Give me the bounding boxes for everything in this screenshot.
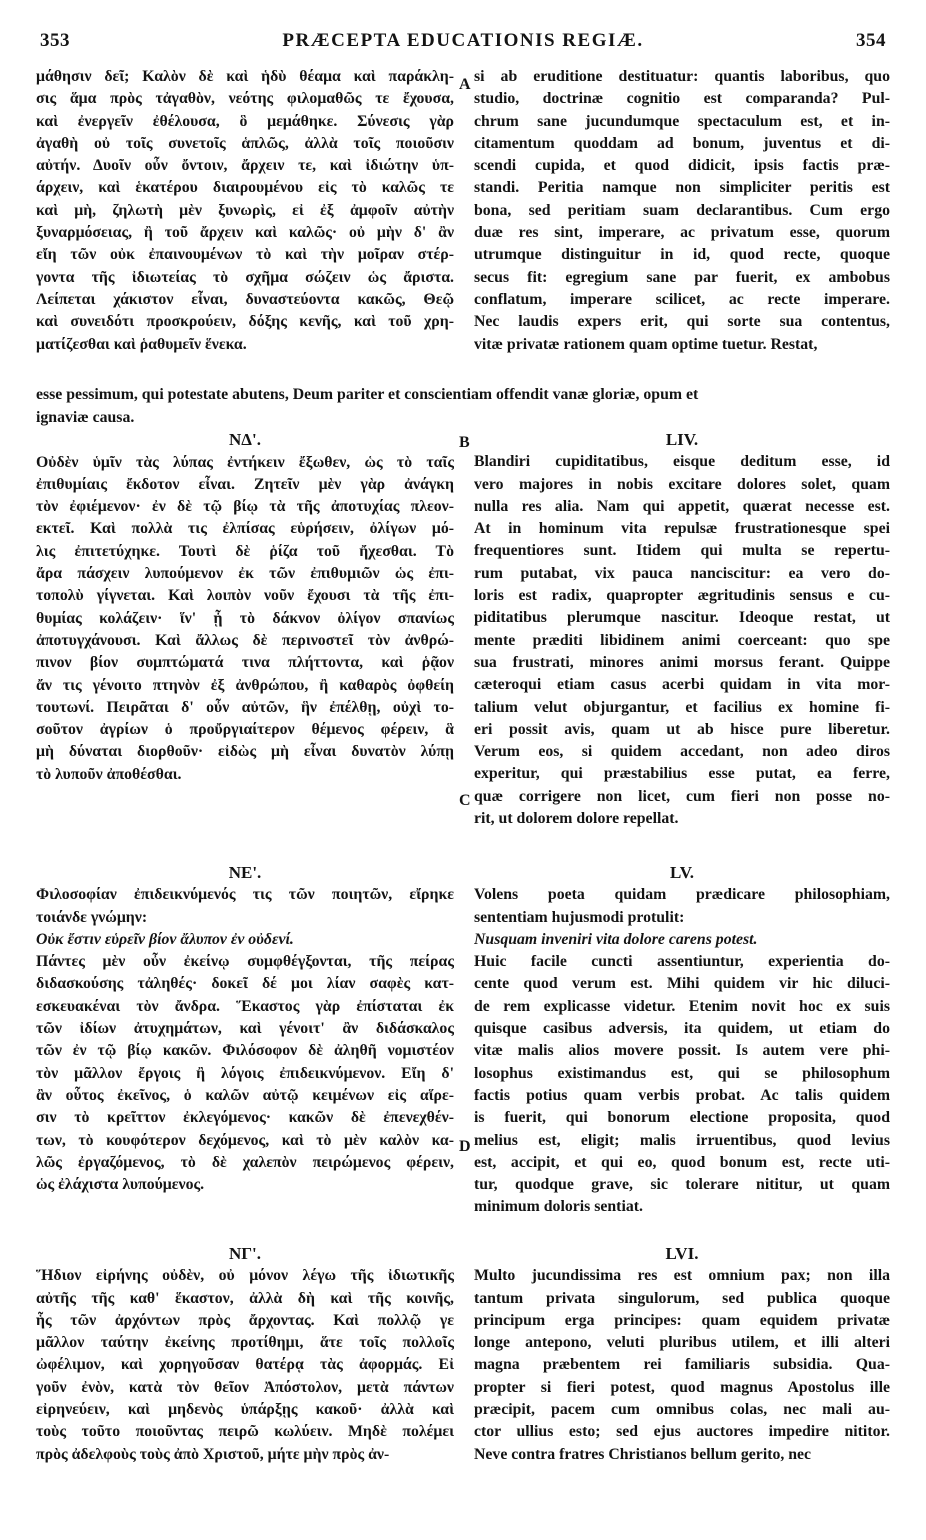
text-line: Οὐδὲν ὑμῖν τὰς λύπας ἐντήκειν ἔξωθεν, ὡς τὸ ταῖς [36,453,454,471]
text-line: Nusquam inveniri vita dolore carens potest. [474,930,758,948]
text-line: Ἥδιον εἰρήνης οὐδὲν, οὐ μόνον λέγω τῆς ἰδιωτικῆς [36,1267,454,1285]
text-line: ὡς ἐλάχιστα λυπούμενος. [36,1176,205,1194]
text-line: ἂν οὗτος ἐκεῖνος, ὁ καλῶν αὐτῷ κειμένων εἰς αἵρε- [36,1086,454,1104]
text-line: ctor ullius esto; sed ejus auctores impedire nititor. [474,1423,890,1441]
text-line: ignaviæ causa. [36,409,135,426]
section-heading: LV. [669,863,695,882]
text-line: magna præbentem rei familiaris subsidia. Qua- [474,1356,890,1374]
page-number-left: 353 [40,30,70,51]
text-line: minimum doloris sentiat. [474,1198,643,1216]
latin-section-54 [474,429,890,830]
text-line: τὸ λυποῦν ἀποθέσθαι. [36,765,182,783]
text-line: melius est, eligit; malis irruentibus, quod levius [474,1131,890,1149]
text-line: τῶν ἰδίων ἀτυχημάτων, καὶ γένοιτ' ἂν διδάσκαλος [36,1020,454,1038]
latin-section-55 [474,862,890,1219]
text-line: Volens poeta quidam prædicare philosophiam, [474,886,890,904]
text-line: si ab eruditione destituatur: quantis laboribus, quo [474,68,890,85]
text-line: scendi cupida, et quod didicit, ipsis factis præ- [474,157,890,175]
text-line: Huic facile cuncti assentiuntur, experientia do- [474,953,890,971]
text-line: Verum eos, si quidem accedant, non adeo diros [474,743,890,761]
text-line: longe antepono, veluti pluribus utilem, et illi alteri [474,1334,890,1352]
text-line: standi. Peritia namque non simpliciter peritis est [474,179,890,197]
text-line: λῶς ἐργαζόμενος, τὸ δὲ χαλεπὸν πειρώμενος φέρειν, [36,1153,454,1171]
text-line: bona, sed peritiam suam declarantibus. Cum ergo [474,201,890,219]
text-line: καὶ συνειδότι προσκρούειν, δόξης κενῆς, καὶ τοῦ χρη- [36,313,454,331]
text-line: λις ἐπιτετύχηκε. Τουτὶ δὲ ῥίζα τοῦ ἤχεσθαι. Τὸ [36,542,454,560]
margin-letter-d: D [459,1138,471,1155]
text-line: Οὐκ ἔστιν εὑρεῖν βίον ἄλυπον ἐν οὐδενί. [36,930,294,948]
text-line: ἀγαθὴ οὐ τοῖς συνετοῖς ἁπλῶς, ἀλλὰ τοῖς ποιοῦσιν [36,134,454,152]
text-line: præcipit, pacem cum omnibus colas, nec mali au- [474,1401,890,1419]
text-line: καὶ ἐνεργεῖν ἐθέλουσα, ὃ μεμάθηκε. Σύνεσις γὰρ [36,112,454,130]
text-line: losophus existimandus est, qui se philosophum [474,1064,890,1082]
text-line: propter si fieri potest, quod magnus Apostolus ille [474,1378,890,1396]
text-line: duæ res sint, imperare, ac privatum esse, quorum [474,224,890,242]
text-line: quæ corrigere non licet, cum fieri non posse no- [474,787,890,805]
text-line: σοῦτον ἀγρίων ὁ προὔργιαίτερον θέμενος φέρειν, ἃ [36,721,454,739]
text-line: τὸν ἐφιέμενον· ἐν δὲ τῷ βίῳ τὰ τῆς ἀποτυχίας πλεον- [36,498,454,516]
section-heading: ΝΔ'. [229,430,261,450]
text-line: πρὸς ἀδελφοὺς τοὺς ἀπὸ Χριστοῦ, μήτε μὴν πρὸς ἀν- [36,1445,390,1463]
text-line: εἰρηνεύειν, καὶ μηδενὸς ὑπάρξῃς κακοῦ· ἀλλὰ καὶ [36,1401,454,1419]
text-line: esse pessimum, qui potestate abutens, Deum pariter et conscientiam offendit vanæ gloriæ, opum et [36,386,699,403]
text-line: μᾶλλον ταύτην ἐκείνης προτίθημι, ἅτε τοῖς πολλοῖς [36,1334,454,1352]
text-line: ὠφέλιμον, καὶ χορηγοῦσαν θατέρᾳ τὰς ἀφορμάς. Εἰ [36,1356,454,1374]
margin-letter-a: A [459,76,471,93]
text-line: ἄρα πάσχειν λυπούμενον ἐκ τῶν ἐπιθυμιῶν ὡς ἐπι- [36,565,454,583]
text-line: ἄν τις γένοιτο πτηνὸν ἐξ ἀνθρώπου, ἢ καθαρὸς ὀφθείη [36,676,454,694]
text-line: εσκευακέναι τὸν ἄνδρα. Ἕκαστος γὰρ ἐπίσταται ἐκ [36,997,454,1015]
text-line: experitur, qui præstabilius esse putat, ea ferre, [474,765,890,783]
text-line: ξυναρμόσειας, ἢ τοῦ ἄρχειν καὶ καλῶς· οὐ μὴν δ' ἂν [36,224,454,242]
text-line: γοντα τῆς ἰδιωτείας τὸ σχῆμα σώζειν ὡς ἄριστα. [36,268,454,286]
text-line: εἴη τῶν οὐκ ἐπαινουμένων τὸ καὶ τὴν μοῖραν στέρ- [36,246,454,264]
text-line: tur, quodque grave, sic tolerare nititur, ut quam [474,1176,890,1194]
text-line: ἐπιθυμίαις ἔκδοτον εἶναι. Ζητεῖν μὲν γὰρ ἀνάγκη [36,475,454,493]
text-line: utrumque distinguitur in id, quod recte, quoque [474,246,890,264]
text-line: nulla res alia. Nam qui appetit, quærat necesse est. [474,497,890,515]
text-line: καὶ μὴ, ζηλωτὴ μὲν ξυνωρὶς, εἰ ἐξ ἀμφοῖν αὐτὴν [36,201,454,219]
text-line: vitæ malis alios movere possit. Is autem vere phi- [474,1042,890,1060]
latin-section-56 [474,1243,890,1466]
section-heading: LIV. [665,430,699,449]
text-line: θυμίας κολάζειν· ἵν' ᾖ τὸ δάκνον ὀλίγον σπανίως [36,609,454,627]
text-line: At in hominum vita repulsæ frustrationesque spei [474,520,890,538]
text-line: studio, doctrinæ cognitio est comparanda? Pul- [474,90,890,108]
greek-section-54 [36,407,454,786]
full-width-line [36,384,890,406]
text-line: Φιλοσοφίαν ἐπιδεικνύμενός τις τῶν ποιητῶν, εἴρηκε [36,886,454,904]
text-line: διδασκούσης τἀληθές· δοκεῖ δέ μοι λίαν σαφὲς κατ- [36,975,454,993]
text-line: γοῦν ἐνὸν, κατὰ τὸν θεῖον Ἀπόστολον, μετὰ πάντων [36,1378,454,1396]
text-line: vitæ privatæ rationem quam optime tuetur. Restat, [474,335,818,353]
text-line: rum putabat, vix pauca nanciscitur: ea vero do- [474,564,890,582]
text-line: eri possit avis, quam ut ab hisce pure liberetur. [474,720,890,738]
text-line: rit, ut dolorem dolore repellat. [474,810,679,828]
text-line: mente præditi libidinem animi coerceant: quo spe [474,631,890,649]
text-line: τοὺς τοῦτο ποιοῦντας πειρῶ κωλύειν. Μηδὲ πολέμει [36,1423,454,1441]
text-line: citamentum quoddam ad bonum, juventus et di- [474,134,890,152]
text-line: Nec laudis expers erit, qui sorte sua contentus, [474,313,890,331]
text-line: secus fit: egregium sane par fuerit, ex ambobus [474,268,890,286]
text-line: tantum privata singulorum, sed publica quoque [474,1289,890,1307]
text-line: talium velut objurgantur, et facilius ex homine fi- [474,698,890,716]
text-line: cente quod verum est. Mihi quidem vir hic diluci- [474,975,890,993]
section-heading: ΝΕ'. [228,863,262,882]
section-heading: ΝΓ'. [228,1244,262,1263]
margin-letter-b: B [459,434,470,451]
greek-section-55 [36,862,454,1196]
text-line: σιν τὸ κρεῖττον ἐκλεγόμενος· κακῶν δὲ ἐπενεχθέν- [36,1109,454,1127]
text-line: piditatibus plerumque nascitur. Ideoque restat, ut [474,609,890,627]
text-line: factis potius quam verbis probat. Ac talis quidem [474,1086,890,1104]
text-line: Λείπεται χάκιστον εἶναι, δυναστεύοντα κακῶς, Θεῷ [36,290,454,308]
text-line: ἧς τῶν ἀρχόντων πρὸς ἄρχοντας. Καὶ πολλῷ γε [36,1311,454,1329]
text-line: ματίζεσθαι καὶ ῥαθυμεῖν ἕνεκα. [36,335,247,353]
text-line: sententiam hujusmodi protulit: [474,908,685,926]
text-line: των, τὸ κουφότερον δεχόμενος, καὶ τὸ μὲν καλὸν κα- [36,1131,454,1149]
text-line: τὸν μᾶλλον ἔργοις ἢ λόγοις ἐπιδεικνύμενον. Εἴη δ' [36,1064,454,1082]
text-line: principum erga principes: quam equidem privatæ [474,1311,890,1329]
text-line: ἀποτυγχάνουσι. Καὶ ἄλλως δὲ περινοστεῖ τὸν ἀνθρώ- [36,631,454,649]
text-line: quisque casibus adversis, ita quidem, ut etiam do [474,1020,890,1038]
margin-letter-c: C [459,792,471,809]
page-number-right: 354 [856,30,886,51]
text-line: τουτωνί. Πειρᾶται δ' οὖν αὐτῶν, ἣν ἐπέλθῃ, οὐχὶ το- [36,698,454,716]
text-line: est, accipit, et qui eo, quod bonum est, recte uti- [474,1153,890,1171]
text-line: is fuerit, qui bonorum electione proposita, quod [474,1109,890,1127]
text-line: άρχειν, καὶ ἑκατέρου διαιρουμένου εἰς τὸ καλῶς τε [36,179,454,197]
text-line: loris est radix, quapropter ægritudinis sensus e cu- [474,587,890,605]
text-line: Πάντες μὲν οὖν ἐκείνῳ συμφθέγξονται, τῆς πείρας [36,953,454,971]
greek-column-top [36,66,454,356]
text-line: τοιάνδε γνώμην: [36,908,148,926]
text-line: cæteroqui etiam casus acerbi quidam in vita mor- [474,676,890,694]
text-line: de rem explicasse videtur. Etenim novit hoc ex suis [474,997,890,1015]
text-line: chrum sane jucundumque spectaculum est, et in- [474,112,890,130]
text-line: sua frustrati, minores animi morsus ferant. Quippe [474,653,890,671]
text-line: μὴ δύναται διορθοῦν· εἰδὼς μὴ εἶναι δυνατὸν λύπῃ [36,743,454,761]
latin-column-top [474,66,890,356]
text-line: σις ἅμα πρὸς τἀγαθὸν, νεότης φιλομαθῶς τε ἔχουσα, [36,90,454,108]
text-line: αὐτῆς τῆς καθ' ἕκαστον, ἀλλὰ δὴ καὶ τῆς κοινῆς, [36,1289,454,1307]
running-title: PRÆCEPTA EDUCATIONIS REGIÆ. [282,30,644,51]
text-line: Multo jucundissima res est omnium pax; non illa [474,1267,890,1285]
text-line: εκτεῖ. Καὶ πολλὰ τις ἐλπίσας εὑρήσειν, ὀλίγων μό- [36,520,454,538]
greek-section-56 [36,1243,454,1466]
section-heading: LVI. [665,1244,699,1263]
text-line: frequentiores sunt. Itidem qui multa se repertu- [474,542,890,560]
text-line: vero majores in nobis excitare dolores solet, quam [474,475,890,493]
text-line: τῶν ἐν τῷ βίῳ κακῶν. Φιλόσοφον δὲ ἀληθῆ νομιστέον [36,1042,454,1060]
text-line: πινον βίον συμπτώματά τινα πλήττοντα, καὶ ῥᾷον [36,654,454,672]
text-line: conflatum, imperare scilicet, ac recte imperare. [474,290,890,308]
text-line: τοπολὺ γίγνεται. Καὶ λοιπὸν νοῦν ἔχουσι τὰ τῆς ἐπι- [36,587,454,605]
text-line: Blandiri cupiditatibus, eisque deditum esse, id [474,453,890,471]
text-line: αὐτήν. Δυοῖν οὖν ὄντοιν, ἄρχειν τε, καὶ ἰδιώτην ὑπ- [36,157,454,175]
text-line: μάθησιν δεῖ; Καλὸν δὲ καὶ ἡδὺ θέαμα καὶ παράκλη- [36,68,454,85]
text-line: Neve contra fratres Christianos bellum gerito, nec [474,1445,812,1463]
